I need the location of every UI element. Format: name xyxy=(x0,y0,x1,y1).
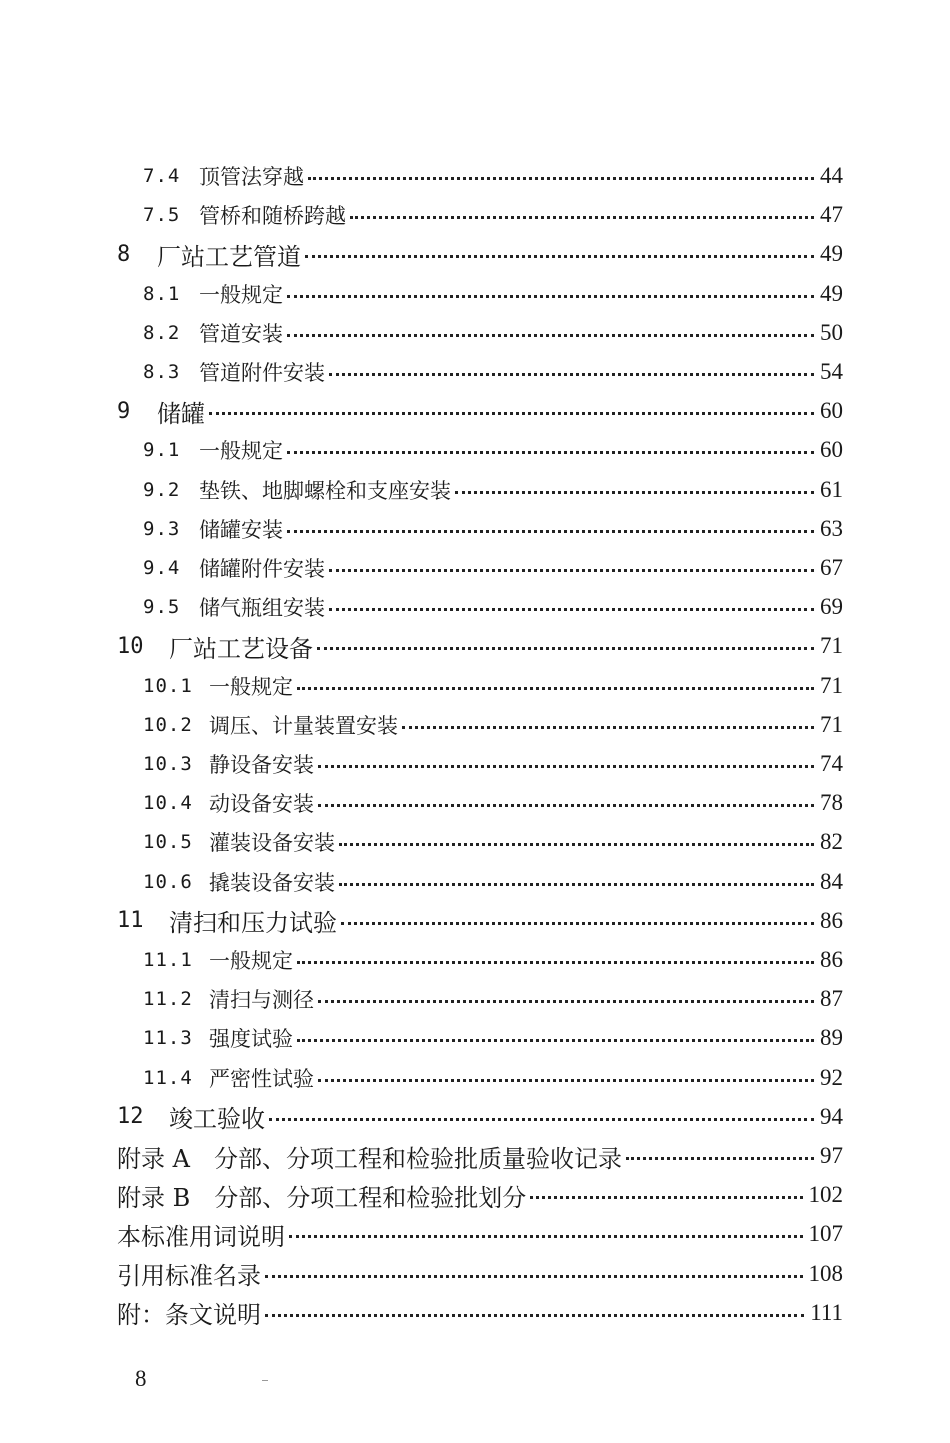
toc-entry-page: 71 xyxy=(820,672,843,698)
toc-entry-number: 10.4 xyxy=(143,792,193,815)
dot-leader xyxy=(209,393,814,429)
toc-entry-page: 71 xyxy=(820,711,843,737)
dot-leader xyxy=(341,903,814,939)
toc-entry xyxy=(143,354,843,390)
toc-entry-title: 分部、分项工程和检验批质量验收记录 xyxy=(213,1144,622,1173)
toc-entry-number: 11 xyxy=(117,908,144,934)
dot-leader xyxy=(308,158,814,194)
toc-entry-number: 9.1 xyxy=(143,439,181,462)
dot-leader xyxy=(265,1295,804,1331)
toc-entry-title: 清扫和压力试验 xyxy=(169,909,337,938)
dot-leader xyxy=(402,707,814,743)
toc-entry-number: 10.1 xyxy=(143,674,193,697)
toc-entry-page: 71 xyxy=(820,633,843,659)
toc-entry xyxy=(117,1099,843,1135)
dot-leader xyxy=(350,197,814,233)
toc-entry-number: 11.4 xyxy=(143,1066,193,1089)
scan-speck xyxy=(262,1380,268,1381)
toc-entry-page: 84 xyxy=(820,868,843,894)
dot-leader xyxy=(318,785,814,821)
dot-leader xyxy=(297,1020,814,1056)
toc-entry-page: 94 xyxy=(820,1103,843,1129)
dot-leader xyxy=(318,981,814,1017)
toc-entry-page: 54 xyxy=(820,359,843,384)
toc-entry-title: 储气瓶组安装 xyxy=(199,596,325,621)
toc-entry-number: 12 xyxy=(117,1104,144,1130)
dot-leader xyxy=(318,1060,814,1096)
dot-leader xyxy=(626,1138,814,1174)
dot-leader xyxy=(329,550,814,586)
toc-entry-page: 60 xyxy=(820,398,843,424)
dot-leader xyxy=(287,432,814,468)
toc-entry-page: 78 xyxy=(820,790,843,816)
toc-entry-title: 厂站工艺设备 xyxy=(169,634,313,663)
toc-entry-page: 89 xyxy=(820,1025,843,1051)
toc-entry-page: 107 xyxy=(808,1221,843,1247)
toc-entry-number: 9.5 xyxy=(143,596,181,619)
toc-entry-title: 竣工验收 xyxy=(169,1105,265,1134)
toc-entry-title: 厂站工艺管道 xyxy=(157,242,301,271)
toc-entry xyxy=(143,668,843,704)
dot-leader xyxy=(269,1099,814,1135)
toc-entry xyxy=(143,864,843,900)
toc-entry-number: 11.3 xyxy=(143,1027,193,1050)
toc-entry-title: 撬装设备安装 xyxy=(209,870,335,895)
toc-entry-page: 67 xyxy=(820,555,843,580)
toc-entry-number: 10 xyxy=(117,633,144,659)
toc-entry-number: 10.5 xyxy=(143,831,193,854)
toc-entry-number: 7.5 xyxy=(143,204,181,227)
toc-entry xyxy=(143,1060,843,1096)
toc-entry-title: 分部、分项工程和检验批划分 xyxy=(214,1183,527,1212)
toc-entry-title: 调压、计量装置安装 xyxy=(209,713,398,738)
toc-entry-number: 8.3 xyxy=(143,361,181,383)
toc-entry-page: 92 xyxy=(820,1064,843,1090)
page-number: 8 xyxy=(135,1366,147,1391)
toc-entry xyxy=(143,981,843,1017)
toc-entry-page: 74 xyxy=(820,751,843,776)
toc-entry-page: 63 xyxy=(820,515,843,541)
toc-entry-title: 一般规定 xyxy=(199,282,283,307)
toc-entry-number: 附录 A xyxy=(117,1144,190,1173)
toc-entry-number: 10.3 xyxy=(143,753,193,775)
toc-entry-title: 附：条文说明 xyxy=(117,1301,261,1330)
toc-entry xyxy=(143,315,843,351)
dot-leader xyxy=(339,824,814,860)
toc-entry-title: 顶管法穿越 xyxy=(199,165,304,189)
toc-entry xyxy=(143,785,843,821)
toc-entry-title: 清扫与测径 xyxy=(209,988,314,1013)
dot-leader xyxy=(305,236,814,272)
toc-entry-title: 灌装设备安装 xyxy=(209,831,335,856)
toc-entry-title: 管桥和随桥跨越 xyxy=(199,204,346,229)
dot-leader xyxy=(339,864,814,900)
dot-leader xyxy=(455,472,814,508)
toc-entry-title: 强度试验 xyxy=(209,1027,293,1052)
toc-entry-title: 一般规定 xyxy=(199,439,283,464)
toc-entry-page: 102 xyxy=(808,1182,843,1208)
toc-entry xyxy=(117,1138,843,1174)
toc-entry xyxy=(143,511,843,547)
toc-entry-page: 111 xyxy=(810,1299,843,1325)
toc-entry xyxy=(143,472,843,508)
toc-entry-number: 8.2 xyxy=(143,321,181,344)
toc-entry-page: 97 xyxy=(820,1143,843,1168)
toc-entry-number: 9.3 xyxy=(143,517,181,540)
toc-entry-page: 69 xyxy=(820,594,843,620)
toc-entry xyxy=(143,1020,843,1056)
toc-entry xyxy=(143,158,843,194)
toc-entry xyxy=(143,707,843,743)
toc-entry-page: 86 xyxy=(820,947,843,972)
toc-entry-number: 11.2 xyxy=(143,988,193,1011)
toc-entry-title: 一般规定 xyxy=(209,674,293,699)
toc-entry xyxy=(117,1216,843,1252)
toc-entry-title: 静设备安装 xyxy=(209,753,314,777)
toc-entry-number: 附录 B xyxy=(117,1183,191,1212)
dot-leader xyxy=(329,589,814,625)
toc-entry-title: 一般规定 xyxy=(209,949,293,973)
toc-entry-page: 87 xyxy=(820,986,843,1012)
toc-entry-title: 管道安装 xyxy=(199,321,283,346)
toc-entry xyxy=(143,432,843,468)
toc-entry-page: 49 xyxy=(820,280,843,306)
toc-entry xyxy=(143,197,843,233)
toc-entry-page: 44 xyxy=(820,163,843,188)
toc-entry-number: 10.6 xyxy=(143,870,193,893)
toc-entry-number: 9.2 xyxy=(143,478,181,501)
toc-entry-title: 储罐附件安装 xyxy=(199,557,325,581)
dot-leader xyxy=(297,668,814,704)
toc-entry-number: 8 xyxy=(117,241,131,267)
toc-entry-title: 动设备安装 xyxy=(209,792,314,817)
toc-entry-title: 储罐 xyxy=(157,399,205,428)
toc-entry xyxy=(117,628,843,664)
dot-leader xyxy=(329,354,814,390)
toc-entry-page: 108 xyxy=(808,1260,843,1286)
toc-entry xyxy=(117,1295,843,1331)
toc-entry-page: 61 xyxy=(820,476,843,502)
toc-entry xyxy=(117,1177,843,1213)
toc-entry xyxy=(117,903,843,939)
toc-entry xyxy=(143,746,843,782)
toc-entry xyxy=(143,589,843,625)
toc-entry-page: 49 xyxy=(820,241,843,267)
toc-entry-title: 垫铁、地脚螺栓和支座安装 xyxy=(199,478,451,503)
toc-entry xyxy=(143,942,843,978)
toc-entry-page: 86 xyxy=(820,907,843,933)
toc-entry-number: 7.4 xyxy=(143,165,181,187)
dot-leader xyxy=(318,746,814,782)
toc-entry-page: 60 xyxy=(820,437,843,463)
toc-entry-page: 82 xyxy=(820,829,843,855)
toc-entry-title: 引用标准名录 xyxy=(117,1262,261,1291)
toc-entry-page: 47 xyxy=(820,202,843,228)
toc-entry xyxy=(117,1256,843,1292)
dot-leader xyxy=(287,511,814,547)
dot-leader xyxy=(265,1256,803,1292)
toc-entry-title: 本标准用词说明 xyxy=(117,1222,285,1251)
toc-entry-number: 10.2 xyxy=(143,713,193,736)
toc-entry-title: 储罐安装 xyxy=(199,517,283,542)
dot-leader xyxy=(287,276,814,312)
dot-leader xyxy=(289,1216,803,1252)
toc-entry xyxy=(117,393,843,429)
toc-entry-title: 管道附件安装 xyxy=(199,361,325,385)
toc-entry xyxy=(143,276,843,312)
dot-leader xyxy=(317,628,814,664)
toc-entry-page: 50 xyxy=(820,319,843,345)
dot-leader xyxy=(530,1177,802,1213)
toc-entry-number: 11.1 xyxy=(143,949,193,971)
toc-entry xyxy=(143,824,843,860)
toc-entry xyxy=(143,550,843,586)
toc-entry-number: 9.4 xyxy=(143,557,181,579)
toc-entry-number: 8.1 xyxy=(143,282,181,305)
dot-leader xyxy=(297,942,814,978)
toc-entry xyxy=(117,236,843,272)
dot-leader xyxy=(287,315,814,351)
toc-entry-number: 9 xyxy=(117,398,131,424)
toc-entry-title: 严密性试验 xyxy=(209,1066,314,1091)
